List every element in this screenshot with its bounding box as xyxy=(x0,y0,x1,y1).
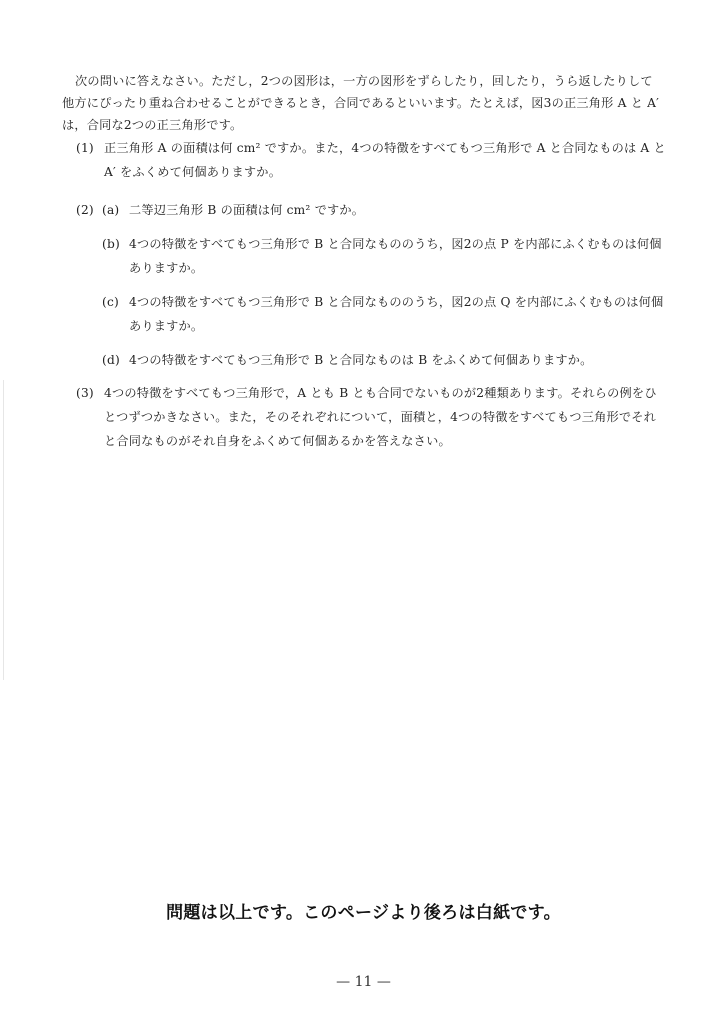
page-number: — 11 — xyxy=(336,974,391,990)
question-3 xyxy=(76,381,666,453)
question-2a-text: 二等辺三角形 B の面積は何 cm² ですか。 xyxy=(129,203,365,217)
question-2a-label: (a) xyxy=(102,203,120,217)
question-2b xyxy=(102,232,667,280)
question-2-number: (2) xyxy=(76,203,94,217)
question-2c-text: 4つの特徴をすべてもつ三角形で B と合同なもののうち，図2の点 Q を内部にふくむものは何個ありますか。 xyxy=(129,295,664,333)
question-2d-label: (d) xyxy=(102,353,120,367)
question-2d xyxy=(102,348,667,372)
question-2b-label: (b) xyxy=(102,237,120,251)
question-2b-text: 4つの特徴をすべてもつ三角形で B と合同なもののうち，図2の点 P を内部にふくむものは何個ありますか。 xyxy=(129,237,662,275)
intro-paragraph: 次の問いに答えなさい。ただし，2つの図形は，一方の図形をずらしたり，回したり，うら返したりして他方にぴったり重ね合わせることができるとき，合同であるといいます。たとえば，図3の正三角形 A と A′ は，合同な2つの正三角形です。 xyxy=(62,74,660,133)
question-2d-text: 4つの特徴をすべてもつ三角形で B と合同なものは B をふくめて何個ありますか。 xyxy=(129,353,593,367)
question-1 xyxy=(76,136,666,184)
question-2a xyxy=(76,198,666,222)
question-1-number: (1) xyxy=(76,141,94,155)
closing-notice: 問題は以上です。このページより後ろは白紙です。 xyxy=(166,903,561,923)
question-1-text: 正三角形 A の面積は何 cm² ですか。また，4つの特徴をすべてもつ三角形で A と合同なものは A と A′ をふくめて何個ありますか。 xyxy=(104,141,666,179)
question-2c xyxy=(102,290,667,338)
question-2c-label: (c) xyxy=(102,295,119,309)
question-3-number: (3) xyxy=(76,386,94,400)
scan-artifact-line xyxy=(3,380,4,680)
question-3-text: 4つの特徴をすべてもつ三角形で，A とも B とも合同でないものが2種類あります。それらの例をひとつずつかきなさい。また，そのそれぞれについて，面積と，4つの特徴をすべてもつ三角形でそれと合同なものがそれ自身をふくめて何個あるかを答えなさい。 xyxy=(104,386,657,448)
